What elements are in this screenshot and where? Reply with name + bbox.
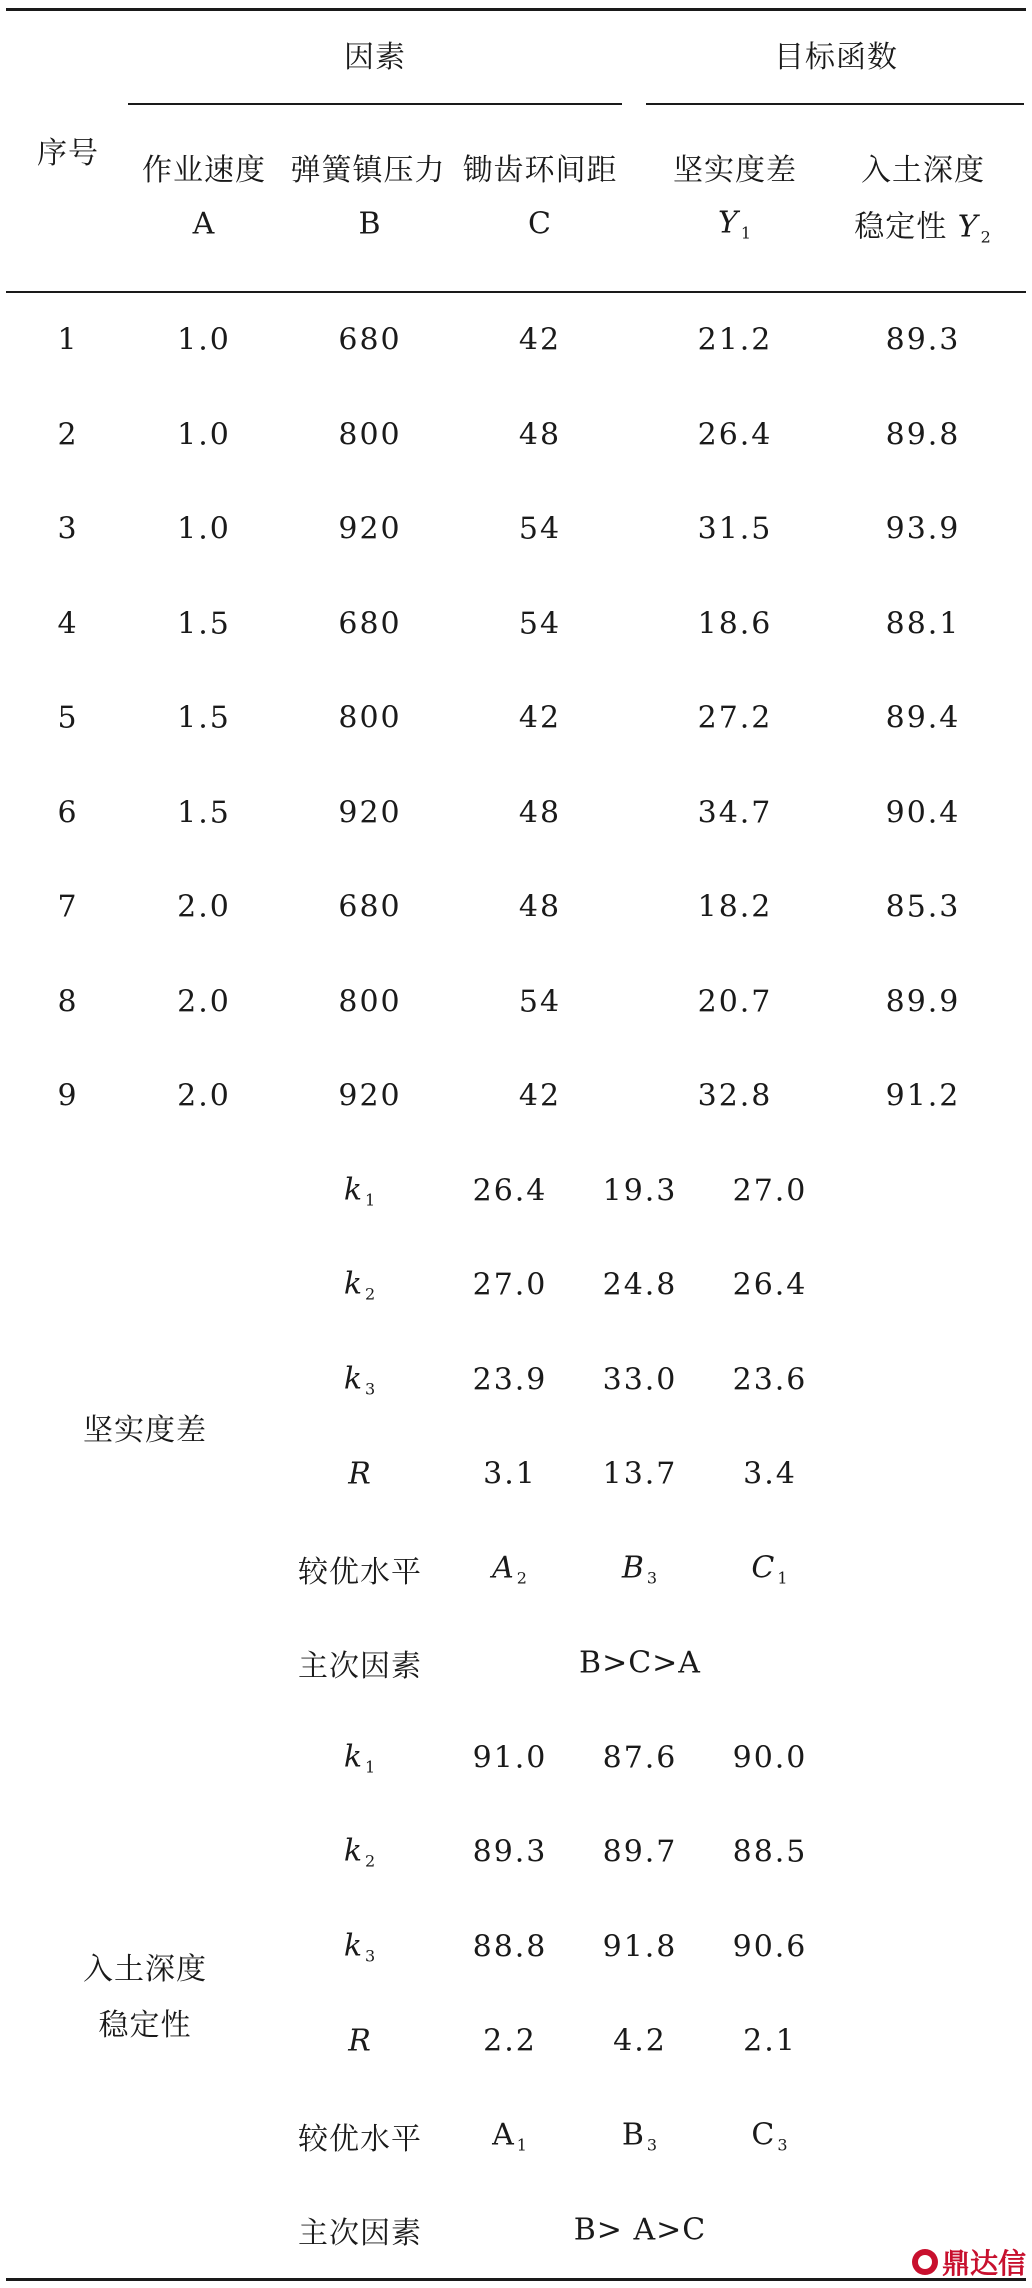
cell-c: 54 [518, 606, 562, 641]
cell-c: 42 [518, 1078, 562, 1114]
cell-b: 800 [338, 984, 402, 1019]
header-col-c-name: 锄齿环间距 [462, 153, 618, 188]
cell-a: 2.0 [177, 1078, 231, 1114]
cell-c: 54 [518, 511, 562, 547]
cell-a: 1.0 [177, 511, 231, 547]
cell-c: 48 [518, 417, 562, 452]
header-col-a-code: A [192, 206, 216, 242]
cell-y2: 89.4 [885, 700, 961, 736]
cell-b: 920 [338, 795, 402, 830]
analysis-label-line1: 入土深度 [83, 1951, 207, 1987]
stat-r-a: 3.1 [483, 1456, 537, 1492]
cell-a: 1.5 [177, 700, 231, 736]
cell-no: 5 [57, 700, 79, 736]
header-col-y2-name-line2: 稳定性 Y $_2$ [854, 209, 992, 247]
stat-k3-a: 23.9 [472, 1362, 548, 1397]
stat-r: R [348, 2023, 372, 2059]
cell-a: 1.0 [177, 417, 231, 452]
factor-order-label: 主次因素 [298, 1649, 422, 1684]
header-col-c-code: C [528, 206, 552, 242]
cell-no: 7 [57, 889, 79, 925]
best-level-c: C $_1$ [751, 1550, 789, 1587]
stat-r-a: 2.2 [483, 2023, 537, 2059]
stat-k1-a: 91.0 [472, 1740, 548, 1775]
best-level-c: C $_3$ [751, 2117, 789, 2154]
header-col-y1-name: 坚实度差 [673, 153, 797, 188]
cell-y1: 26.4 [697, 417, 773, 452]
analysis-label-line2: 稳定性 [98, 2007, 192, 2043]
cell-no: 6 [57, 795, 79, 830]
watermark-logo [912, 2242, 1026, 2282]
header-col-y2-name-line1: 入土深度 [861, 153, 985, 188]
header-seq: 序号 [37, 136, 99, 171]
factors-group-rule [128, 103, 622, 105]
cell-no: 1 [57, 322, 79, 358]
stat-k3: k $_3$ [343, 1361, 377, 1398]
stat-k2: k $_2$ [343, 1266, 377, 1304]
best-level-a: A $_1$ [492, 2117, 528, 2154]
header-col-b-code: B [358, 206, 382, 242]
cell-y2: 89.9 [885, 984, 961, 1019]
cell-y1: 31.5 [697, 511, 773, 547]
cell-c: 42 [518, 322, 562, 358]
header-col-y1-symbol: Y $_1$ [718, 205, 752, 243]
cell-y1: 18.2 [697, 889, 773, 925]
cell-c: 48 [518, 795, 562, 830]
factor-order-value: B>C>A [579, 1645, 701, 1681]
cell-y2: 91.2 [885, 1078, 961, 1114]
stat-k2-c: 88.5 [732, 1834, 808, 1870]
cell-b: 680 [338, 322, 402, 358]
stat-k2-c: 26.4 [732, 1267, 808, 1303]
cell-no: 2 [57, 417, 79, 452]
watermark-text: 鼎达信 [941, 2247, 1026, 2280]
stat-r: R [348, 1456, 372, 1492]
stat-k3-a: 88.8 [472, 1929, 548, 1964]
cell-y2: 89.8 [885, 417, 961, 452]
cell-no: 9 [57, 1078, 79, 1114]
cell-a: 1.0 [177, 322, 231, 358]
stat-r-c: 3.4 [743, 1456, 797, 1492]
stat-k1-b: 19.3 [602, 1173, 678, 1208]
stat-r-c: 2.1 [743, 2023, 797, 2059]
stat-r-b: 13.7 [602, 1456, 678, 1492]
cell-c: 54 [518, 984, 562, 1019]
stat-k1: k $_1$ [343, 1739, 377, 1776]
stat-k3-c: 23.6 [732, 1362, 808, 1397]
cell-b: 680 [338, 889, 402, 925]
cell-no: 8 [57, 984, 79, 1019]
stat-k2: k $_2$ [343, 1833, 377, 1871]
best-level-label: 较优水平 [298, 1554, 422, 1590]
cell-y2: 88.1 [885, 606, 961, 641]
stat-k1-c: 27.0 [732, 1173, 808, 1208]
cell-a: 1.5 [177, 795, 231, 830]
best-level-label: 较优水平 [298, 2121, 422, 2157]
cell-y1: 34.7 [697, 795, 773, 830]
cell-no: 4 [57, 606, 79, 641]
cell-b: 920 [338, 511, 402, 547]
cell-y1: 20.7 [697, 984, 773, 1019]
stat-k1-c: 90.0 [732, 1740, 808, 1775]
header-bottom-rule [6, 291, 1026, 293]
analysis-label: 坚实度差 [83, 1412, 207, 1448]
best-level-a: A $_2$ [492, 1550, 528, 1587]
cell-y1: 27.2 [697, 700, 773, 736]
stat-r-b: 4.2 [613, 2023, 667, 2059]
cell-y1: 18.6 [697, 606, 773, 641]
cell-c: 42 [518, 700, 562, 736]
cell-a: 1.5 [177, 606, 231, 641]
top-rule [6, 8, 1026, 11]
cell-a: 2.0 [177, 889, 231, 925]
header-col-a-name: 作业速度 [142, 153, 266, 188]
cell-c: 48 [518, 889, 562, 925]
cell-y2: 85.3 [885, 889, 961, 925]
cell-y1: 21.2 [697, 322, 773, 358]
header-col-b-name: 弹簧镇压力 [290, 153, 446, 188]
cell-b: 680 [338, 606, 402, 641]
cell-a: 2.0 [177, 984, 231, 1019]
stat-k2-b: 89.7 [602, 1834, 678, 1870]
watermark-icon [912, 2249, 938, 2275]
stat-k3: k $_3$ [343, 1928, 377, 1965]
cell-y2: 93.9 [885, 511, 961, 547]
best-level-b: B $_3$ [621, 1550, 659, 1587]
bottom-rule [6, 2278, 1026, 2281]
stat-k1: k $_1$ [343, 1172, 377, 1209]
header-factors-group: 因素 [344, 40, 406, 75]
stat-k3-c: 90.6 [732, 1929, 808, 1964]
stat-k2-b: 24.8 [602, 1267, 678, 1303]
cell-b: 800 [338, 417, 402, 452]
stat-k1-b: 87.6 [602, 1740, 678, 1775]
cell-y1: 32.8 [697, 1078, 773, 1114]
stat-k1-a: 26.4 [472, 1173, 548, 1208]
header-objective-group: 目标函数 [774, 40, 898, 75]
cell-no: 3 [57, 511, 79, 547]
header-col-y2-symbol: Y $_2$ [957, 209, 992, 247]
factor-order-label: 主次因素 [298, 2216, 422, 2251]
objective-group-rule [646, 103, 1024, 105]
best-level-b: B $_3$ [621, 2117, 659, 2154]
cell-b: 800 [338, 700, 402, 736]
stat-k3-b: 91.8 [602, 1929, 678, 1964]
cell-b: 920 [338, 1078, 402, 1114]
stat-k2-a: 89.3 [472, 1834, 548, 1870]
cell-y2: 89.3 [885, 322, 961, 358]
stat-k2-a: 27.0 [472, 1267, 548, 1303]
factor-order-value: B> A>C [573, 2212, 707, 2248]
cell-y2: 90.4 [885, 795, 961, 830]
stat-k3-b: 33.0 [602, 1362, 678, 1397]
